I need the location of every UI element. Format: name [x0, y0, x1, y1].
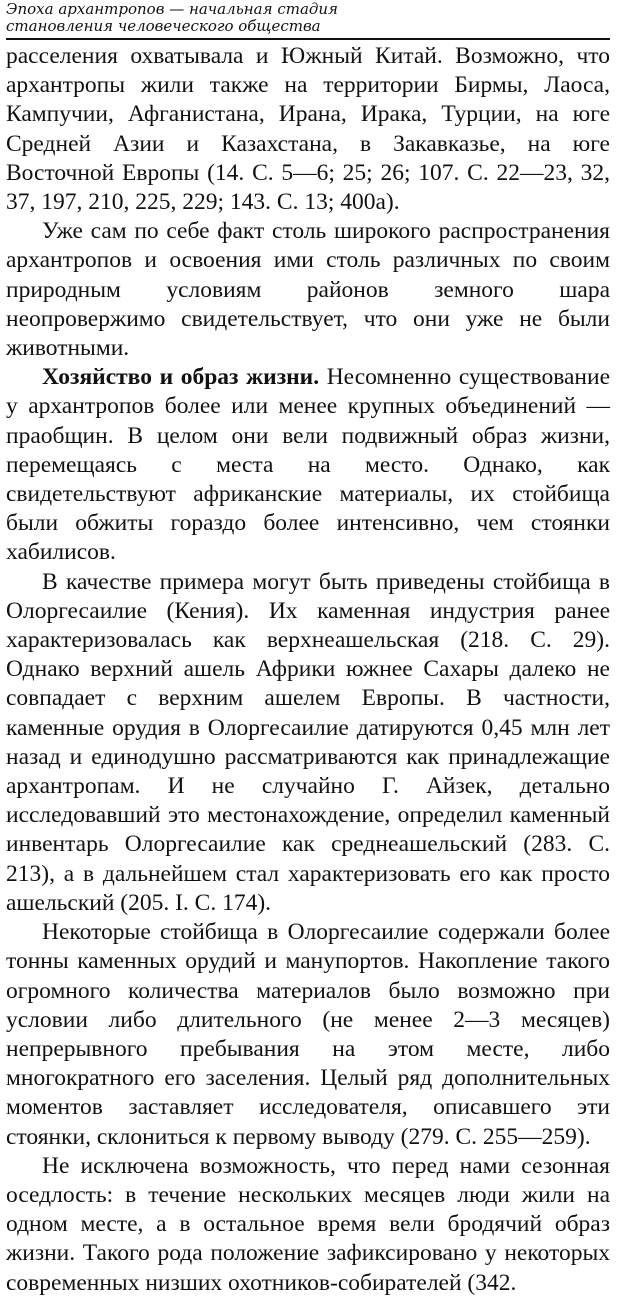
- paragraph-3: [6, 363, 610, 567]
- paragraph-5-text: Некоторые стойбища в Олоргесаилие содержали более тонны каменных орудий и манупортов. Накопление такого огромного количества материалов было возможно при условии либо длительного (не менее 2—3 месяцев) непрерывного пребывания на этом месте, либо многократного его заселения. Целый ряд дополнительных моментов заставляет исследователя, описавшего эти стоянки, склониться к первому выводу (279. С. 255—259).: [6, 919, 610, 1150]
- paragraph-2: [6, 217, 610, 363]
- running-head-line-2: становления человеческого общества: [6, 17, 321, 35]
- paragraph-2-text: Уже сам по себе факт столь широкого распространения архантропов и освоения ими столь различных по своим природным условиям районов земного шара неопровержимо свидетельствует, что они уже не были животными.: [6, 218, 610, 362]
- paragraph-3-text: Несомненно существование у архантропов более или менее крупных объединений — праобщин. В целом они вели подвижный образ жизни, перемещаясь с места на место. Однако, как свидетельствуют африканские материалы, их стойбища были обжиты гораздо более интенсивно, чем стоянки хабилисов.: [6, 364, 610, 566]
- paragraph-6: [6, 1152, 610, 1298]
- paragraph-5: [6, 918, 610, 1152]
- paragraph-1-text: расселения охватывала и Южный Китай. Возможно, что архантропы жили также на территории Бирмы, Лаоса, Кампучии, Афганистана, Ирана, Ирака, Турции, на юге Средней Азии и Казахстана, в Закавказье, на юге Восточной Европы (14. С. 5—6; 25; 26; 107. С. 22—23, 32, 37, 197, 210, 225, 229; 143. С. 13; 400а).: [6, 43, 610, 216]
- paragraph-4-text: В качестве примера могут быть приведены стойбища в Олоргесаилие (Кения). Их каменная индустрия ранее характеризовалась как верхнеашельская (218. С. 29). Однако верхний ашель Африки южнее Сахары далеко не совпадает с верхним ашелем Европы. В частности, каменные орудия в Олоргесаилие датируются 0,45 млн лет назад и единодушно рассматриваются как принадлежащие архантропам. И не случайно Г. Айзек, детально исследовавший это местонахождение, определил каменный инвентарь Олоргесаилие как среднеашельский (283. С. 213), а в дальнейшем стал характеризовать его как просто ашельский (205. I. С. 174).: [6, 568, 610, 916]
- body-text: [6, 42, 610, 1298]
- running-head-line-1: Эпоха архантропов — начальная стадия: [6, 0, 338, 18]
- paragraph-1: [6, 42, 610, 217]
- paragraph-4: [6, 568, 610, 918]
- header-rule: [6, 38, 610, 40]
- section-heading-economy: Хозяйство и образ жизни.: [42, 364, 320, 391]
- paragraph-6-text: Не исключена возможность, что перед нами сезонная оседлость: в течение нескольких месяцев люди жили на одном месте, а в остальное время вели бродячий образ жизни. Такого рода положение зафиксировано у некоторых современных низших охотников-собирателей (342.: [6, 1152, 610, 1296]
- running-head: [6, 1, 610, 35]
